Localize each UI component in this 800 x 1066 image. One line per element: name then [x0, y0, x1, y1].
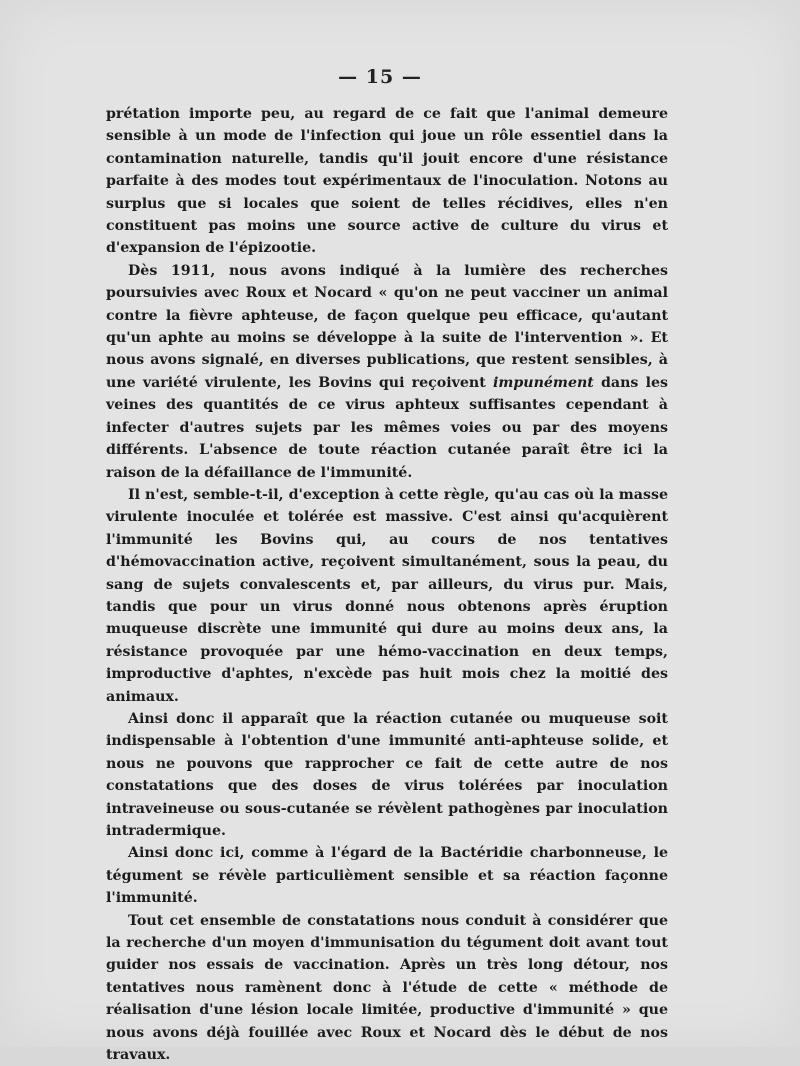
paragraph-6: Tout cet ensemble de constatations nous conduit à considérer que la recherche d'un moyen d'immunisation du tégument doit avant tout guider nos essais de vaccination. Après un très long détour, nos tentatives nous ramènent donc à l'étude de cette « méthode de réalisation d'une lésion locale limitée, productive d'immunité » que nous avons déjà fouillée avec Roux et Nocard dès le début de nos travaux. [106, 912, 668, 1064]
paragraph-4: Ainsi donc il apparaît que la réaction cutanée ou muqueuse soit indispensable à l'obtention d'une immunité anti-aphteuse solide, et nous ne pouvons que rapprocher ce fait de cette autre de nos constatations que des doses de virus tolérées par inoculation intraveineuse ou sous-cutanée se révèlent pathogènes par inoculation intradermique. [106, 710, 668, 839]
paragraph-2-part-1: Dès 1911, nous avons indiqué à la lumière des recherches poursuivies avec Roux et Nocard « qu'on ne peut vacciner un animal contre la fièvre aphteuse, de façon quelque peu efficace, qu'autant qu'un aphte au moins se développe à la suite de l'intervention ». Et nous avons signalé, en diverses publications, que restent sensibles, à une variété virulente, les Bovins qui reçoivent [106, 262, 668, 391]
body-text [106, 103, 668, 1066]
paragraph-3: Il n'est, semble-t-il, d'exception à cette règle, qu'au cas où la masse virulente inoculée et tolérée est massive. C'est ainsi qu'acquièrent l'immunité les Bovins qui, au cours de nos tentatives d'hémovaccination active, reçoivent simultanément, sous la peau, du sang de sujets convalescents et, par ailleurs, du virus pur. Mais, tandis que pour un virus donné nous obtenons après éruption muqueuse discrète une immunité qui dure au moins deux ans, la résistance provoquée par une hémo-vaccination en deux temps, improductive d'aphtes, n'excède pas huit mois chez la moitié des animaux. [106, 486, 668, 705]
paragraph-2-part-2: dans les veines des quantités de ce virus aphteux suffisantes cependant à infecter d'autres sujets par les mêmes voies ou par des moyens différents. L'absence de toute réaction cutanée paraît être ici la raison de la défaillance de l'immunité. [106, 374, 668, 481]
paragraph-5: Ainsi donc ici, comme à l'égard de la Bactéridie charbonneuse, le tégument se révèle particulièment sensible et sa réaction façonne l'immunité. [106, 845, 668, 907]
paragraph-2 [106, 260, 668, 484]
page-number: — 15 — [338, 66, 422, 88]
paragraph-2-italic: impunément [492, 374, 594, 391]
paragraph-1: prétation importe peu, au regard de ce fait que l'animal demeure sensible à un mode de l'infection qui joue un rôle essentiel dans la contamination naturelle, tandis qu'il jouit encore d'une résistance parfaite à des modes tout expérimentaux de l'inoculation. Notons au surplus que si locales que soient de telles récidives, elles n'en constituent pas moins une source active de culture du virus et d'expansion de l'épizootie. [106, 106, 668, 257]
